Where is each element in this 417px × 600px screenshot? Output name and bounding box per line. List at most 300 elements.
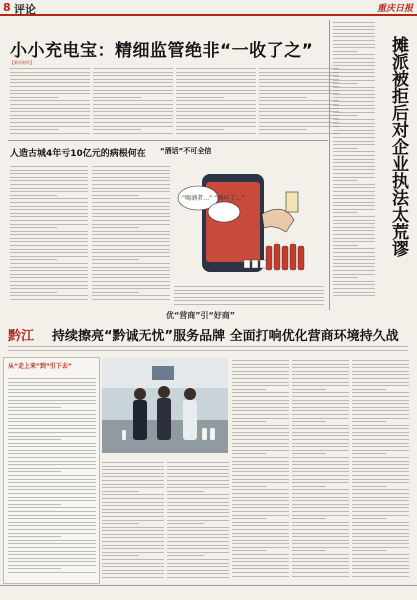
text-line	[167, 552, 229, 553]
article1-column-4	[259, 68, 339, 138]
text-line	[93, 75, 173, 76]
text-line	[92, 180, 170, 181]
text-line	[333, 87, 375, 88]
text-line	[292, 543, 349, 544]
text-line	[102, 548, 164, 549]
text-line	[10, 213, 88, 214]
text-line	[232, 561, 289, 562]
text-line	[10, 122, 90, 123]
article3-headline: “酒话”不可全信	[160, 147, 212, 155]
text-line	[8, 403, 96, 404]
text-line	[333, 22, 375, 23]
text-line	[292, 446, 349, 447]
text-line	[292, 392, 349, 393]
text-line	[259, 104, 339, 105]
text-line	[176, 115, 256, 116]
text-line	[333, 195, 375, 196]
text-line	[333, 266, 375, 267]
text-line	[333, 69, 375, 70]
text-line	[259, 126, 339, 127]
text-line	[292, 457, 349, 458]
text-line	[176, 82, 256, 83]
text-line	[259, 72, 339, 73]
text-line	[259, 97, 307, 98]
text-line	[10, 295, 88, 296]
text-line	[167, 498, 229, 499]
text-line	[292, 482, 349, 483]
text-line	[167, 545, 229, 546]
text-line	[352, 536, 409, 537]
text-line	[333, 277, 358, 278]
text-line	[232, 396, 289, 397]
text-line	[333, 141, 375, 142]
text-line	[8, 443, 96, 444]
text-line	[102, 570, 164, 571]
text-line	[8, 468, 96, 469]
text-line	[352, 360, 409, 361]
text-line	[10, 170, 88, 171]
text-line	[10, 79, 90, 80]
text-line	[93, 104, 173, 105]
text-line	[333, 241, 375, 242]
text-line	[259, 90, 339, 91]
text-line	[8, 475, 96, 476]
text-line	[333, 137, 375, 138]
text-line	[352, 489, 409, 490]
text-line	[333, 263, 375, 264]
article1-tag: 【新京时评】	[10, 60, 34, 65]
text-line	[333, 159, 375, 160]
text-line	[352, 500, 409, 501]
text-line	[333, 155, 375, 156]
text-line	[352, 554, 409, 555]
feature-column-1	[102, 462, 164, 582]
text-line	[10, 292, 57, 293]
text-line	[8, 540, 96, 541]
text-line	[333, 205, 375, 206]
text-line	[333, 65, 375, 66]
text-line	[10, 129, 58, 130]
text-line	[174, 293, 324, 294]
text-line	[167, 502, 229, 503]
text-line	[333, 105, 375, 106]
text-line	[259, 122, 339, 123]
text-line	[292, 511, 349, 512]
text-line	[333, 169, 375, 170]
text-line	[10, 82, 90, 83]
text-line	[232, 565, 289, 566]
text-line	[232, 418, 289, 419]
text-line	[10, 195, 57, 196]
masthead: 重庆日报	[376, 4, 413, 14]
sidebox-body	[8, 378, 96, 578]
text-line	[232, 572, 289, 573]
text-line	[176, 126, 256, 127]
text-line	[333, 184, 375, 185]
text-line	[352, 374, 409, 375]
text-line	[102, 476, 164, 477]
text-line	[176, 90, 256, 91]
text-line	[333, 248, 375, 249]
text-line	[292, 475, 349, 476]
text-line	[333, 202, 375, 203]
text-line	[93, 93, 173, 94]
article1-column-2	[93, 68, 173, 138]
text-line	[352, 540, 409, 541]
text-line	[232, 385, 289, 386]
feature-column-4	[292, 360, 349, 582]
text-line	[259, 75, 339, 76]
text-line	[8, 551, 96, 552]
text-line	[333, 54, 375, 55]
text-line	[102, 559, 164, 560]
text-line	[232, 518, 266, 519]
text-line	[8, 410, 96, 411]
text-line	[352, 414, 409, 415]
text-line	[292, 378, 349, 379]
text-line	[292, 364, 349, 365]
text-line	[167, 509, 229, 510]
text-line	[292, 518, 326, 519]
text-line	[10, 227, 57, 228]
text-line	[232, 382, 289, 383]
text-line	[352, 428, 409, 429]
text-line	[8, 561, 96, 562]
text-line	[292, 547, 349, 548]
text-line	[333, 216, 375, 217]
text-line	[167, 516, 229, 517]
text-line	[352, 403, 409, 404]
sidebox-title: 从“走上来”到“引下去”	[8, 363, 72, 370]
text-line	[232, 443, 289, 444]
text-line	[333, 112, 375, 113]
text-line	[292, 493, 349, 494]
text-line	[92, 241, 170, 242]
text-line	[10, 97, 58, 98]
text-line	[259, 108, 339, 109]
text-line	[167, 573, 229, 574]
text-line	[93, 79, 173, 80]
text-line	[176, 75, 256, 76]
cartoon-bubble-text: “喝酒者…” “喝坏了…”	[182, 195, 245, 202]
text-line	[93, 115, 173, 116]
text-line	[232, 457, 289, 458]
text-line	[92, 285, 170, 286]
text-line	[333, 281, 375, 282]
text-line	[333, 252, 375, 253]
text-line	[292, 471, 349, 472]
text-line	[10, 126, 90, 127]
text-line	[8, 396, 96, 397]
article2-headline: 人造古城4年亏10亿元的病根何在	[10, 149, 146, 159]
text-line	[292, 533, 349, 534]
text-line	[352, 407, 409, 408]
text-line	[292, 504, 349, 505]
text-line	[292, 435, 349, 436]
text-line	[333, 130, 375, 131]
text-line	[8, 522, 96, 523]
text-line	[176, 133, 256, 134]
text-line	[167, 570, 229, 571]
text-line	[232, 374, 289, 375]
text-line	[93, 111, 173, 112]
text-line	[8, 525, 96, 526]
text-line	[232, 547, 289, 548]
text-line	[93, 97, 141, 98]
text-line	[333, 234, 375, 235]
text-line	[333, 284, 375, 285]
text-line	[92, 277, 170, 278]
text-line	[232, 453, 266, 454]
text-line	[259, 86, 339, 87]
text-line	[102, 566, 164, 567]
text-line	[92, 270, 170, 271]
text-line	[92, 259, 139, 260]
text-line	[8, 439, 61, 440]
text-line	[352, 486, 386, 487]
feature-kicker: 优“营商”引“好商”	[166, 311, 236, 320]
text-line	[8, 446, 96, 447]
text-line	[259, 133, 339, 134]
text-line	[232, 479, 289, 480]
text-line	[10, 75, 90, 76]
text-line	[333, 191, 375, 192]
text-line	[92, 177, 170, 178]
text-line	[176, 100, 256, 101]
text-line	[10, 111, 90, 112]
text-line	[292, 382, 349, 383]
text-line	[102, 516, 164, 517]
text-line	[292, 540, 349, 541]
text-line	[352, 450, 409, 451]
text-line	[333, 180, 358, 181]
text-line	[176, 93, 256, 94]
text-line	[333, 212, 358, 213]
text-line	[10, 234, 88, 235]
text-line	[232, 533, 289, 534]
editorial-cartoon	[174, 162, 324, 282]
text-line	[167, 523, 204, 524]
text-line	[333, 108, 375, 109]
text-line	[352, 547, 409, 548]
text-line	[352, 425, 409, 426]
text-line	[232, 428, 289, 429]
text-line	[8, 461, 96, 462]
text-line	[92, 209, 170, 210]
text-line	[93, 86, 173, 87]
text-line	[10, 277, 88, 278]
section-title: 评论	[14, 3, 36, 16]
text-line	[333, 44, 375, 45]
text-line	[352, 364, 409, 365]
text-line	[333, 274, 375, 275]
text-line	[8, 428, 96, 429]
text-line	[102, 555, 139, 556]
text-line	[333, 80, 375, 81]
text-line	[333, 133, 375, 134]
article3-body	[174, 286, 324, 308]
text-line	[167, 476, 229, 477]
text-line	[93, 133, 173, 134]
text-line	[352, 561, 409, 562]
text-line	[10, 224, 88, 225]
text-line	[232, 439, 289, 440]
text-line	[92, 213, 170, 214]
text-line	[292, 439, 349, 440]
text-line	[352, 453, 386, 454]
text-line	[232, 515, 289, 516]
text-line	[102, 487, 164, 488]
text-line	[232, 435, 289, 436]
text-line	[167, 577, 229, 578]
text-line	[8, 568, 61, 569]
text-line	[102, 494, 164, 495]
text-line	[333, 51, 358, 52]
text-line	[8, 389, 96, 390]
text-line	[8, 453, 96, 454]
text-line	[292, 525, 349, 526]
text-line	[92, 295, 170, 296]
text-line	[10, 263, 88, 264]
text-line	[8, 382, 96, 383]
text-line	[93, 72, 173, 73]
text-line	[259, 100, 339, 101]
text-line	[232, 489, 289, 490]
text-line	[8, 497, 96, 498]
text-line	[352, 471, 409, 472]
text-line	[333, 227, 375, 228]
text-line	[102, 466, 164, 467]
text-line	[93, 68, 173, 69]
text-line	[8, 407, 61, 408]
text-line	[93, 126, 173, 127]
text-line	[10, 281, 88, 282]
text-line	[333, 83, 358, 84]
text-line	[352, 525, 409, 526]
text-line	[232, 468, 289, 469]
text-line	[352, 507, 409, 508]
text-line	[232, 529, 289, 530]
text-line	[167, 494, 229, 495]
text-line	[232, 482, 289, 483]
text-line	[167, 527, 229, 528]
text-line	[352, 482, 409, 483]
text-line	[333, 292, 375, 293]
text-line	[10, 259, 57, 260]
text-line	[176, 68, 256, 69]
text-line	[102, 462, 164, 463]
text-line	[8, 418, 96, 419]
text-line	[292, 389, 326, 390]
text-line	[352, 479, 409, 480]
text-line	[232, 421, 266, 422]
text-line	[176, 104, 256, 105]
text-line	[333, 198, 375, 199]
text-line	[102, 491, 139, 492]
text-line	[176, 118, 256, 119]
text-line	[292, 558, 349, 559]
text-line	[292, 568, 349, 569]
text-line	[102, 520, 164, 521]
text-line	[292, 428, 349, 429]
text-line	[8, 543, 96, 544]
text-line	[8, 554, 96, 555]
text-line	[10, 188, 88, 189]
text-line	[232, 446, 289, 447]
text-line	[92, 202, 170, 203]
text-line	[10, 68, 90, 69]
text-line	[8, 425, 96, 426]
text-line	[292, 536, 349, 537]
text-line	[333, 245, 358, 246]
text-line	[10, 86, 90, 87]
text-line	[10, 216, 88, 217]
text-line	[333, 256, 375, 257]
text-line	[102, 541, 164, 542]
text-line	[352, 572, 409, 573]
text-line	[92, 198, 170, 199]
text-line	[352, 558, 409, 559]
feature-headline: 持续擦亮“黔诚无忧”服务品牌 全面打响优化营商环境持久战	[52, 329, 399, 344]
text-line	[292, 507, 349, 508]
text-line	[333, 166, 375, 167]
text-line	[232, 364, 289, 365]
text-line	[92, 206, 170, 207]
text-line	[352, 410, 409, 411]
article1-column-3	[176, 68, 256, 138]
text-line	[102, 523, 139, 524]
text-line	[232, 522, 289, 523]
text-line	[10, 191, 88, 192]
text-line	[10, 267, 88, 268]
text-line	[176, 111, 256, 112]
text-line	[292, 371, 349, 372]
text-line	[8, 482, 96, 483]
text-line	[92, 252, 170, 253]
text-line	[167, 487, 229, 488]
text-line	[292, 565, 349, 566]
text-line	[92, 288, 170, 289]
article1-column-1	[10, 68, 90, 138]
text-line	[292, 464, 349, 465]
text-line	[333, 148, 358, 149]
text-line	[167, 534, 229, 535]
text-line	[232, 450, 289, 451]
text-line	[352, 367, 409, 368]
text-line	[232, 392, 289, 393]
text-line	[259, 115, 339, 116]
text-line	[8, 436, 96, 437]
text-line	[292, 576, 349, 577]
text-line	[292, 522, 349, 523]
text-line	[102, 509, 164, 510]
text-line	[292, 561, 349, 562]
text-line	[102, 527, 164, 528]
article1-headline: 小小充电宝：精细监管绝非“一收了之”	[10, 41, 314, 61]
text-line	[10, 108, 90, 109]
text-line	[167, 480, 229, 481]
text-line	[232, 475, 289, 476]
text-line	[333, 209, 375, 210]
text-line	[292, 554, 349, 555]
text-line	[352, 475, 409, 476]
text-line	[10, 231, 88, 232]
text-line	[232, 507, 289, 508]
text-line	[232, 425, 289, 426]
text-line	[92, 249, 170, 250]
text-line	[333, 101, 375, 102]
text-line	[352, 565, 409, 566]
